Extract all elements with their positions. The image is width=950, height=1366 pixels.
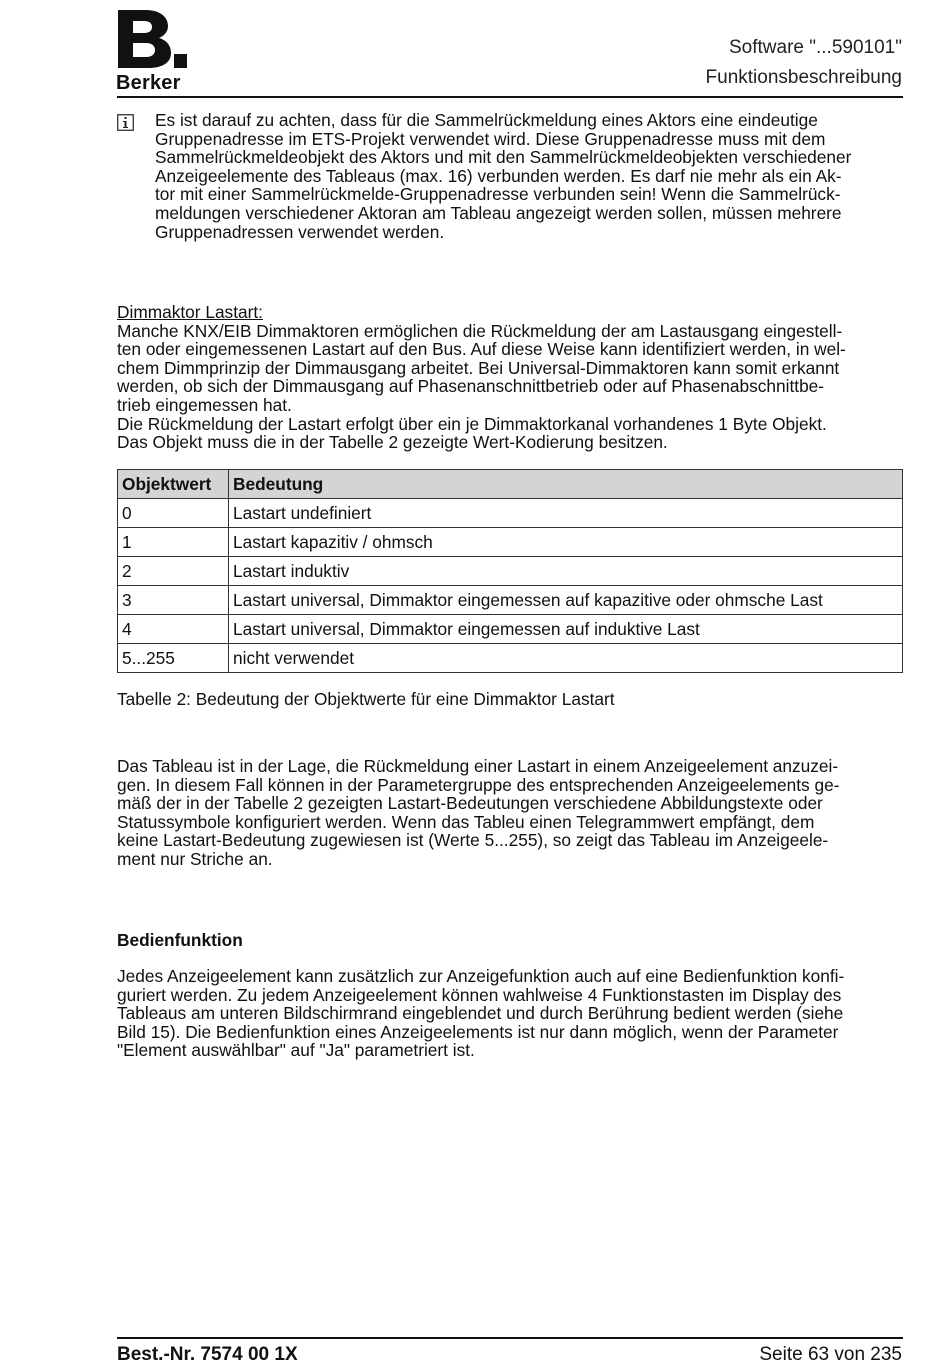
berker-logo [116,8,188,94]
document-subtitle: Funktionsbeschreibung [705,67,902,88]
text-line: Statussymbole konfiguriert werden. Wenn das Tableu einen Telegrammwert empfängt, dem [117,811,815,832]
text-line: werden, ob sich der Dimmausgang auf Phasenanschnittbetrieb oder auf Phasenabschnittbe- [117,376,825,397]
brand-name: Berker [116,72,181,94]
text-line: tor mit einer Sammelrückmelde-Gruppenadresse verbunden sein! Wenn die Sammelrück- [155,184,841,205]
page-number: Seite 63 von 235 [759,1344,902,1365]
text-line: ten oder eingemessenen Lastart auf den Bus. Auf diese Weise kann identifiziert werden, in wel- [117,339,846,360]
text-line: Sammelrückmeldeobjekt des Aktors und mit den Sammelrückmeldeobjekten verschiedener [155,147,852,168]
text-line: "Element auswählbar" auf "Ja" parametriert ist. [117,1040,475,1061]
table-cell: 1 [118,528,229,557]
text-line: Manche KNX/EIB Dimmaktoren ermöglichen die Rückmeldung der am Lastausgang eingestell- [117,320,843,341]
table-caption: Tabelle 2: Bedeutung der Objektwerte für eine Dimmaktor Lastart [117,689,615,709]
text-line: Gruppenadresse im ETS-Projekt verwendet wird. Diese Gruppenadresse muss mit dem [155,128,826,149]
table-row [118,615,903,644]
table-cell: 0 [118,499,229,528]
footer-divider [117,1337,903,1339]
order-number: Best.-Nr. 7574 00 1X [117,1344,298,1365]
text-line: gen. In diesem Fall können in der Parametergruppe des entsprechenden Anzeigeelements ge- [117,774,840,795]
section-title: Dimmaktor Lastart: [117,302,263,322]
section-tableau-lastart [117,757,903,869]
table-cell: Lastart induktiv [229,557,903,586]
text-line: keine Lastart-Bedeutung zugewiesen ist (Werte 5...255), so zeigt das Tableau im Anzeigeele- [117,830,829,851]
info-icon [117,114,134,131]
text-line: Bild 15). Die Bedienfunktion eines Anzeigeelements ist nur dann möglich, wenn der Parameter [117,1021,839,1042]
info-note-text [155,111,915,241]
column-header: Bedeutung [229,470,903,499]
table-cell: Lastart undefiniert [229,499,903,528]
table-row [118,644,903,673]
text-line: mäß der in der Tabelle 2 gezeigten Lastart-Bedeutungen verschiedene Abbildungstexte oder [117,793,823,814]
table-row [118,586,903,615]
text-line: meldungen verschiedener Aktoran am Tableau angezeigt werden sollen, müssen mehrere [155,202,842,223]
text-line: Anzeigeelemente des Tableaus (max. 16) verbunden werden. Es darf nie mehr als ein Ak- [155,165,842,186]
table-cell: Lastart universal, Dimmaktor eingemessen auf kapazitive oder ohmsche Last [229,586,903,615]
text-line: Es ist darauf zu achten, dass für die Sammelrückmeldung eines Aktors eine eindeutige [155,110,818,130]
header-divider [117,96,903,98]
text-line: chem Dimmprinzip der Dimmausgang arbeitet. Bei Universal-Dimmaktoren kann somit erkannt [117,357,840,378]
text-line: Die Rückmeldung der Lastart erfolgt über ein je Dimmaktorkanal vorhandenes 1 Byte Objekt. [117,413,827,434]
table-cell: nicht verwendet [229,644,903,673]
text-line: Jedes Anzeigeelement kann zusätzlich zur Anzeigefunktion auch auf eine Bedienfunktion konfi- [117,966,845,986]
object-value-table [117,469,903,673]
section-bedienfunktion [117,967,903,1060]
table-cell: Lastart universal, Dimmaktor eingemessen auf induktive Last [229,615,903,644]
column-header: Objektwert [118,470,229,499]
text-line: guriert werden. Zu jedem Anzeigeelement können wahlweise 4 Funktionstasten im Display des [117,984,842,1005]
table-row [118,499,903,528]
table-header-row [118,470,903,499]
table-cell: 3 [118,586,229,615]
table-row [118,528,903,557]
section-heading-bedienfunktion: Bedienfunktion [117,930,243,950]
text-line: ment nur Striche an. [117,848,273,869]
text-line: trieb eingemessen hat. [117,394,292,415]
text-line: Das Objekt muss die in der Tabelle 2 gezeigte Wert-Kodierung besitzen. [117,432,668,453]
table-cell: 5...255 [118,644,229,673]
table-cell: 4 [118,615,229,644]
text-line: Das Tableau ist in der Lage, die Rückmeldung einer Lastart in einem Anzeigeelement anzuzei- [117,756,839,776]
text-line: Tableaus am unteren Bildschirmrand eingeblendet und durch Berührung bedient werden (siehe [117,1003,844,1024]
table-row [118,557,903,586]
header-info [706,33,902,93]
section-dimmaktor-lastart [117,303,903,452]
text-line: Gruppenadressen verwendet werden. [155,221,445,242]
software-label: Software "...590101" [729,37,902,58]
table-cell: 2 [118,557,229,586]
berker-logo-mark [116,8,188,70]
table-cell: Lastart kapazitiv / ohmsch [229,528,903,557]
